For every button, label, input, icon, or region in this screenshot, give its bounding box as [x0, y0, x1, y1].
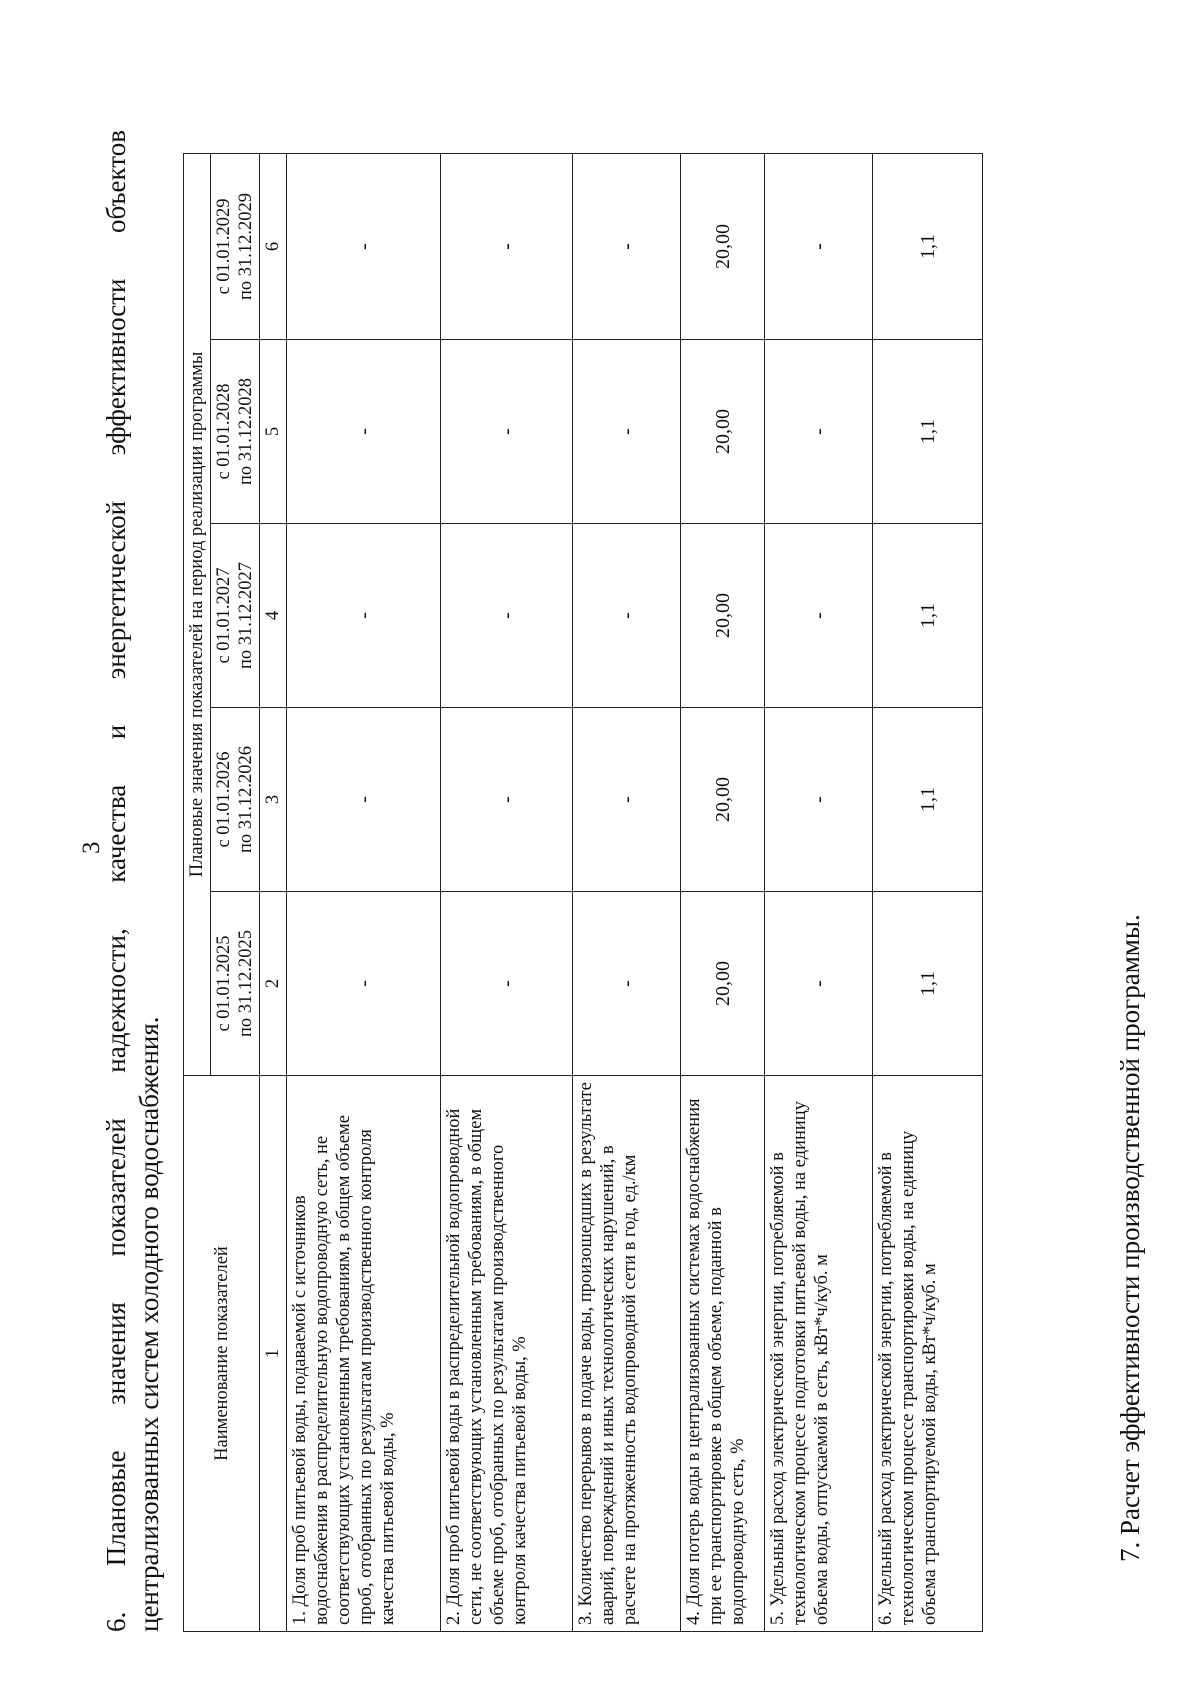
- column-number: 1: [260, 1076, 287, 1632]
- indicator-value: -: [441, 524, 573, 708]
- indicator-value: -: [441, 708, 573, 892]
- indicator-value: -: [765, 340, 873, 524]
- indicator-value: 20,00: [681, 524, 765, 708]
- indicators-table: [183, 153, 983, 1632]
- table-row: [573, 153, 681, 1631]
- table-row: [681, 153, 765, 1631]
- indicator-value: -: [287, 340, 441, 524]
- indicator-value: -: [287, 153, 441, 339]
- indicator-name: 3. Количество перерывов в подаче воды, произошедших в результате аварий, повреждений и иных технологических нарушений, в расчете на протяженность водопроводной сети в год, ед./км: [573, 1076, 681, 1632]
- indicator-value: -: [573, 892, 681, 1076]
- section-heading: [100, 130, 166, 1632]
- indicator-value: 1,1: [873, 708, 983, 892]
- indicator-value: 1,1: [873, 340, 983, 524]
- column-number: 5: [260, 340, 287, 524]
- indicator-value: -: [573, 708, 681, 892]
- indicator-value: -: [287, 892, 441, 1076]
- column-number: 6: [260, 153, 287, 339]
- indicator-name: 4. Доля потерь воды в централизованных системах водоснабжения при ее транспортировке в общем объеме, поданной в водопроводную сеть, %: [681, 1076, 765, 1632]
- column-number: 4: [260, 524, 287, 708]
- indicator-value: -: [441, 340, 573, 524]
- header-period: с 01.01.2027 по 31.12.2027: [211, 524, 260, 708]
- indicator-value: -: [287, 708, 441, 892]
- table-row: [441, 153, 573, 1631]
- column-number: 3: [260, 708, 287, 892]
- indicator-value: -: [573, 153, 681, 339]
- column-number: 2: [260, 892, 287, 1076]
- indicator-name: 1. Доля проб питьевой воды, подаваемой с источников водоснабжения в распределительную водопроводную сеть, не соответствующих установленным требованиям, в общем объеме проб, отобранных по результатам производственного контроля качества питьевой воды, %: [287, 1076, 441, 1632]
- indicator-value: -: [765, 892, 873, 1076]
- indicator-value: -: [765, 153, 873, 339]
- indicator-name: 2. Доля проб питьевой воды в распределительной водопроводной сети, не соответствующих установленным требованиям, в общем объеме проб, отобранных по результатам производственного контроля качества питьевой воды, %: [441, 1076, 573, 1632]
- section-7-heading: 7. Расчет эффективности производственной программы.: [1115, 914, 1145, 1562]
- header-period: с 01.01.2025 по 31.12.2025: [211, 892, 260, 1076]
- indicator-value: 20,00: [681, 340, 765, 524]
- header-indicator-name: Наименование показателей: [184, 1076, 260, 1632]
- heading-line-2: централизованных систем холодного водоснабжения.: [134, 1016, 164, 1632]
- page-number: 3: [78, 841, 105, 854]
- header-planned-values: Плановые значения показателей на период реализации программы: [184, 153, 211, 1075]
- indicator-name: 5. Удельный расход электрической энергии, потребляемой в технологическом процессе подготовки питьевой воды, на единицу объема воды, отпускаемой в сеть, кВт*ч/куб. м: [765, 1076, 873, 1632]
- table-row: [873, 153, 983, 1631]
- indicator-value: -: [441, 153, 573, 339]
- indicator-value: 1,1: [873, 524, 983, 708]
- header-period: с 01.01.2026 по 31.12.2026: [211, 708, 260, 892]
- indicator-value: -: [573, 524, 681, 708]
- header-period: с 01.01.2028 по 31.12.2028: [211, 340, 260, 524]
- indicator-value: -: [287, 524, 441, 708]
- indicator-value: -: [765, 708, 873, 892]
- header-period: с 01.01.2029 по 31.12.2029: [211, 153, 260, 339]
- indicator-value: 1,1: [873, 892, 983, 1076]
- indicator-value: 20,00: [681, 892, 765, 1076]
- indicator-value: 20,00: [681, 708, 765, 892]
- indicator-value: 1,1: [873, 153, 983, 339]
- table-row: [287, 153, 441, 1631]
- table-row: [765, 153, 873, 1631]
- heading-line-1: 6. Плановые значения показателей надежности, качества и энергетической эффективности объектов: [101, 130, 131, 1632]
- indicator-value: -: [441, 892, 573, 1076]
- indicator-name: 6. Удельный расход электрической энергии, потребляемой в технологическом процессе транспортировки воды, на единицу объема транспортируемой воды, кВт*ч/куб. м: [873, 1076, 983, 1632]
- indicator-value: -: [573, 340, 681, 524]
- column-numbers-row: [260, 153, 287, 1631]
- indicator-value: 20,00: [681, 153, 765, 339]
- indicator-value: -: [765, 524, 873, 708]
